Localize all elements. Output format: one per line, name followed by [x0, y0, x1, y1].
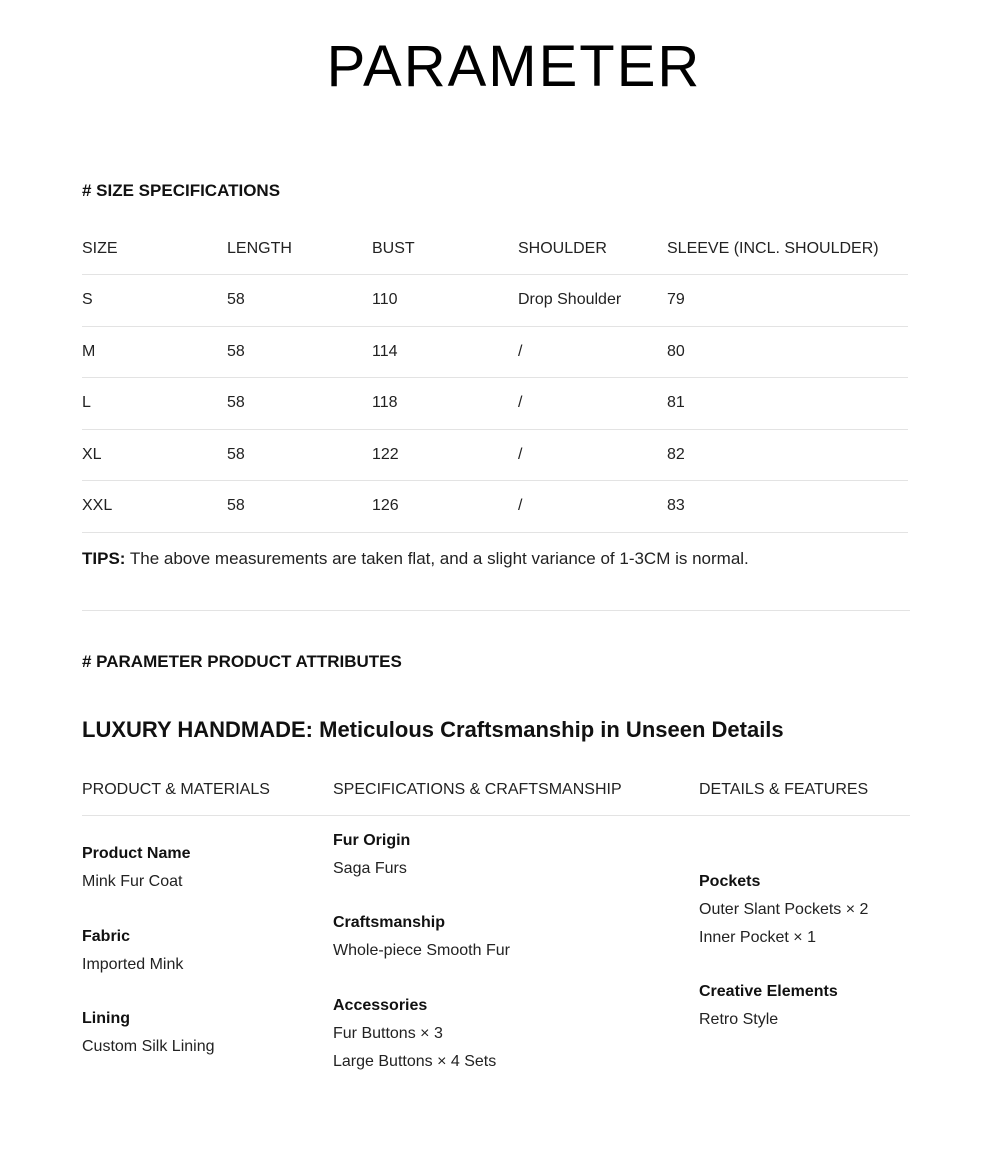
bust-cell: 126	[372, 497, 399, 514]
length-cell: 58	[227, 291, 245, 308]
size-cell: S	[82, 291, 93, 308]
sleeve-cell: 83	[667, 497, 685, 514]
bust-cell: 114	[372, 342, 398, 360]
table-row	[82, 378, 908, 430]
attribute-accessories	[333, 992, 496, 1076]
attribute-creative-elements	[699, 978, 838, 1034]
length-cell: 58	[227, 394, 245, 411]
attributes-divider	[82, 815, 910, 816]
table-row	[82, 430, 908, 482]
attribute-value: Inner Pocket × 1	[699, 929, 816, 946]
column-header-sleeve: SLEEVE (INCL. SHOULDER)	[667, 240, 879, 257]
length-cell: 58	[227, 445, 245, 463]
size-cell: M	[82, 342, 96, 360]
size-cell: XL	[82, 445, 102, 463]
attribute-value: Saga Furs	[333, 860, 407, 877]
attribute-label: Lining	[82, 1010, 130, 1027]
shoulder-cell: /	[518, 445, 523, 463]
tips-text: The above measurements are taken flat, and a slight variance of 1-3CM is normal.	[125, 549, 749, 568]
sleeve-cell: 81	[667, 394, 685, 411]
attribute-value: Imported Mink	[82, 956, 184, 973]
sleeve-cell: 82	[667, 445, 685, 463]
attribute-label: Fur Origin	[333, 832, 411, 849]
column-header-details: DETAILS & FEATURES	[699, 781, 869, 798]
column-header-size: SIZE	[82, 240, 118, 257]
length-cell: 58	[227, 497, 245, 514]
column-header-length: LENGTH	[227, 240, 292, 257]
size-tips	[82, 548, 749, 570]
attribute-lining	[82, 1005, 215, 1061]
attribute-product-name	[82, 840, 190, 896]
sleeve-cell: 79	[667, 291, 685, 308]
sleeve-cell: 80	[667, 342, 685, 360]
attribute-label: Product Name	[82, 845, 191, 862]
column-header-bust: BUST	[372, 240, 415, 257]
attribute-fabric	[82, 923, 183, 979]
attribute-value: Outer Slant Pockets × 2	[699, 901, 869, 918]
bust-cell: 110	[372, 291, 398, 308]
attribute-value: Whole-piece Smooth Fur	[333, 942, 510, 959]
attribute-craftsmanship	[333, 909, 510, 965]
attribute-value: Fur Buttons × 3	[333, 1025, 443, 1042]
bust-cell: 122	[372, 445, 399, 463]
length-cell: 58	[227, 342, 245, 360]
attribute-label: Creative Elements	[699, 983, 838, 1000]
shoulder-cell: Drop Shoulder	[518, 291, 622, 308]
size-cell: XXL	[82, 497, 113, 514]
attribute-label: Accessories	[333, 997, 428, 1014]
size-table-header	[82, 229, 908, 275]
column-header-product-materials: PRODUCT & MATERIALS	[82, 781, 270, 798]
size-specifications-heading: # SIZE SPECIFICATIONS	[82, 181, 281, 200]
bust-cell: 118	[372, 394, 398, 411]
table-row	[82, 275, 908, 327]
attribute-label: Pockets	[699, 873, 761, 890]
shoulder-cell: /	[518, 497, 523, 514]
attribute-value: Retro Style	[699, 1011, 779, 1028]
attributes-title: LUXURY HANDMADE: Meticulous Craftsmanship in Unseen Details	[82, 717, 784, 742]
shoulder-cell: /	[518, 394, 523, 411]
attribute-pockets	[699, 868, 868, 952]
page-title: PARAMETER	[326, 34, 702, 99]
size-table	[82, 229, 908, 533]
attribute-value: Large Buttons × 4 Sets	[333, 1053, 497, 1070]
attribute-label: Fabric	[82, 928, 131, 945]
attribute-label: Craftsmanship	[333, 914, 446, 931]
tips-label: TIPS:	[82, 549, 126, 568]
column-header-specifications: SPECIFICATIONS & CRAFTSMANSHIP	[333, 781, 622, 798]
table-row	[82, 481, 908, 533]
attribute-fur-origin	[333, 827, 410, 883]
attribute-value: Custom Silk Lining	[82, 1038, 215, 1055]
size-cell: L	[82, 394, 91, 411]
table-row	[82, 327, 908, 379]
column-header-shoulder: SHOULDER	[518, 240, 607, 257]
product-attributes-heading: # PARAMETER PRODUCT ATTRIBUTES	[82, 652, 402, 671]
shoulder-cell: /	[518, 342, 523, 360]
attribute-value: Mink Fur Coat	[82, 873, 183, 890]
section-divider	[82, 610, 910, 611]
